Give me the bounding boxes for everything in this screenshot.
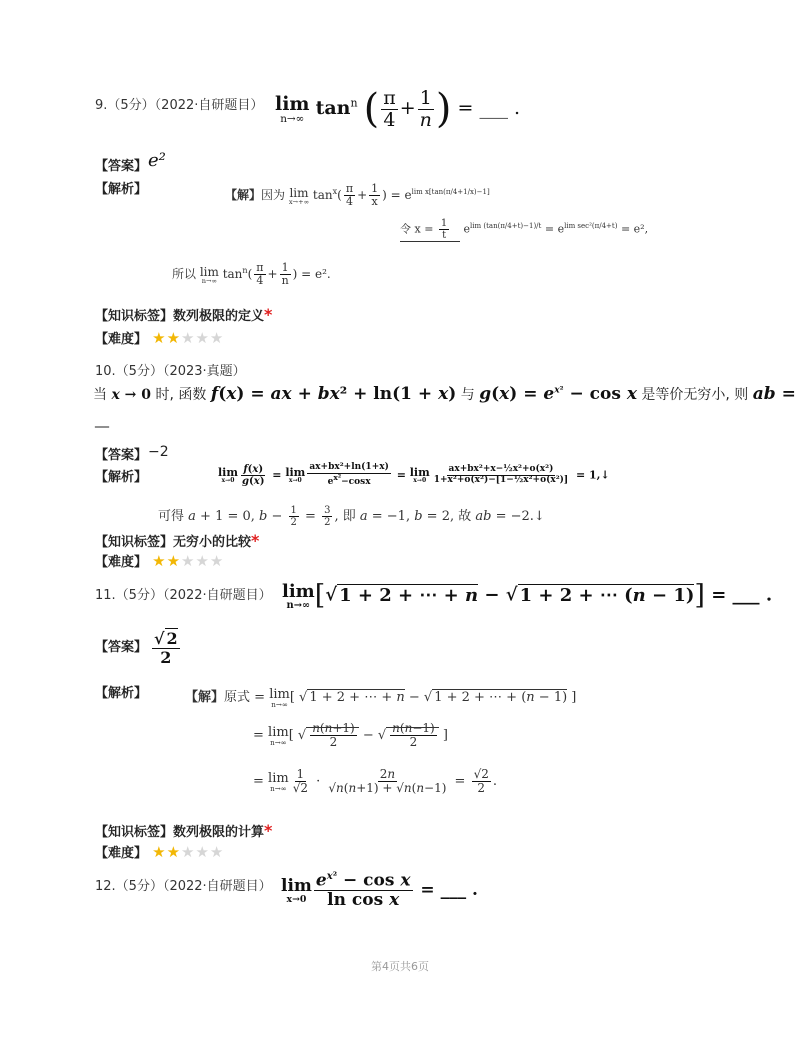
q10-answer-value: −2 xyxy=(148,444,169,460)
q10-blank: __ xyxy=(95,412,109,428)
q9-difficulty-stars xyxy=(152,329,224,347)
q9-answer-label: 【答案】 xyxy=(95,159,148,174)
star-filled-icon: ★ xyxy=(152,329,167,347)
q12-stem-formula: lim x→0 $\frac{e^{x^2} - \cos x}{\text{ln cos x}}$ = ___ . xyxy=(281,870,478,911)
q11-solution-line3: = lim n→∞ $\frac{1}{√2}$ · $\frac{2n}{√n(n+1) + √n(n-1)}$ = $\frac{√2}{2}$ . xyxy=(253,767,498,796)
q11-tag-label: 【知识标签】 xyxy=(95,825,174,840)
q11-solution-line2: = lim n→∞ [ √ $\frac{n(n+1)}{2}$ − √ $\frac{n(n-1)}{2}$ ] xyxy=(253,721,448,750)
q11-analysis-label: 【解析】 xyxy=(95,686,148,701)
star-empty-icon: ★ xyxy=(181,843,196,861)
q12-header: 12.（5分）（2022·自研题目） xyxy=(95,879,272,894)
q11-answer-value: $\frac{√ 2}{2}$ xyxy=(154,629,178,667)
q11-knowledge-tag xyxy=(95,821,272,840)
q10-knowledge-tag xyxy=(95,531,259,550)
q10-tag-label: 【知识标签】 xyxy=(95,535,174,550)
star-filled-icon: ★ xyxy=(152,552,167,570)
q9-tag-asterisk: * xyxy=(264,305,273,324)
q9-difficulty-label: 【难度】 xyxy=(95,332,148,347)
q10-difficulty xyxy=(95,551,224,570)
q11-tag-asterisk: * xyxy=(264,821,273,840)
q9-knowledge-tag xyxy=(95,305,272,324)
q9-analysis-label: 【解析】 xyxy=(95,182,148,197)
star-empty-icon: ★ xyxy=(209,329,225,347)
q11-difficulty-stars xyxy=(152,843,224,861)
q10-header: 10.（5分）（2023·真题） xyxy=(95,364,246,379)
star-filled-icon: ★ xyxy=(166,843,182,861)
page-footer: 第4页共6页 xyxy=(371,960,429,973)
star-empty-icon: ★ xyxy=(181,552,196,570)
q10-tag-asterisk: * xyxy=(251,531,260,550)
q9-header: 9.（5分）（2022·自研题目） xyxy=(95,98,264,113)
q9-stem-formula: lim n→∞ $\tan^n$ ( $\frac{\pi}{4}$ + $\frac{1}{n}$ ) = ___ . xyxy=(275,86,521,132)
q9-solution-line2: 令 x = $\frac{1}{t}$ $e^{lim (tan(\pi/4+t)-1)/t} = e^{lim sec^2(\pi/4+t)} = e^2$, xyxy=(400,218,649,241)
star-empty-icon: ★ xyxy=(195,329,210,347)
q9-answer-value: e² xyxy=(148,150,166,171)
q11-difficulty-label: 【难度】 xyxy=(95,846,148,861)
q11-header: 11.（5分）（2022·自研题目） xyxy=(95,588,272,603)
star-filled-icon: ★ xyxy=(166,329,182,347)
q10-analysis-label: 【解析】 xyxy=(95,470,148,485)
q9-difficulty xyxy=(95,328,224,347)
q11-tag-text: 数列极限的计算 xyxy=(173,825,265,840)
q10-answer-label: 【答案】 xyxy=(95,448,148,463)
q9-solution-line1: 【解】因为 lim x→+∞ $\tan^x$( $\frac{\pi}{4}$ + $\frac{1}{x}$ ) = $e^{lim x[tan(\pi/4+1/x)-1]}$ xyxy=(225,182,490,209)
q11-stem-formula: lim n→∞ [√ 1 + 2 + ⋯ + n − √ 1 + 2 + ⋯ (n − 1)] = ___ . xyxy=(282,580,773,611)
q10-difficulty-stars xyxy=(152,552,224,570)
star-empty-icon: ★ xyxy=(209,843,225,861)
q11-difficulty xyxy=(95,842,224,861)
star-empty-icon: ★ xyxy=(195,843,210,861)
star-empty-icon: ★ xyxy=(209,552,225,570)
star-filled-icon: ★ xyxy=(152,843,167,861)
star-empty-icon: ★ xyxy=(181,329,196,347)
q10-solution-line2: 可得 a + 1 = 0, b − $\frac{1}{2}$ = $\frac{3}{2}$ , 即 a = −1, b = 2, 故 ab = −2.↓ xyxy=(158,505,545,528)
q9-tag-text: 数列极限的定义 xyxy=(173,309,265,324)
q10-difficulty-label: 【难度】 xyxy=(95,555,148,570)
q10-tag-text: 无穷小的比较 xyxy=(173,535,252,550)
q9-solution-line3: 所以 lim n→∞ $\tan^n$( $\frac{\pi}{4}$ + $\frac{1}{n}$ ) = e². xyxy=(172,261,331,288)
q11-solution-line1: 【解】原式 = lim n→∞ [ √ 1 + 2 + ⋯ + n − √ 1 + 2 + ⋯ + (n − 1) ] xyxy=(185,686,577,709)
star-filled-icon: ★ xyxy=(166,552,182,570)
q10-solution-line1: lim x→0 $\frac{f(x)}{g(x)}$ = lim x→0 $\frac{\text{ax+bx²+ln(1+x)}}{e^{x^2}-\cos x}$ = lim x→0 $\frac{\text{ax+bx²+x−½x²+o(x²)}}{\text{1+x²+o(x²)−[1−½x²+o(x²)]}}$ = 1,↓ xyxy=(218,462,610,487)
star-empty-icon: ★ xyxy=(195,552,210,570)
q9-tag-label: 【知识标签】 xyxy=(95,309,174,324)
q11-answer-label: 【答案】 xyxy=(95,640,148,655)
q10-stem: 当 x → 0 时, 函数 f(x) = ax + bx² + ln(1 + x) 与 $g(x) = e^{x^2} - \cos x$ 是等价无穷小, 则 ab = xyxy=(93,384,796,404)
